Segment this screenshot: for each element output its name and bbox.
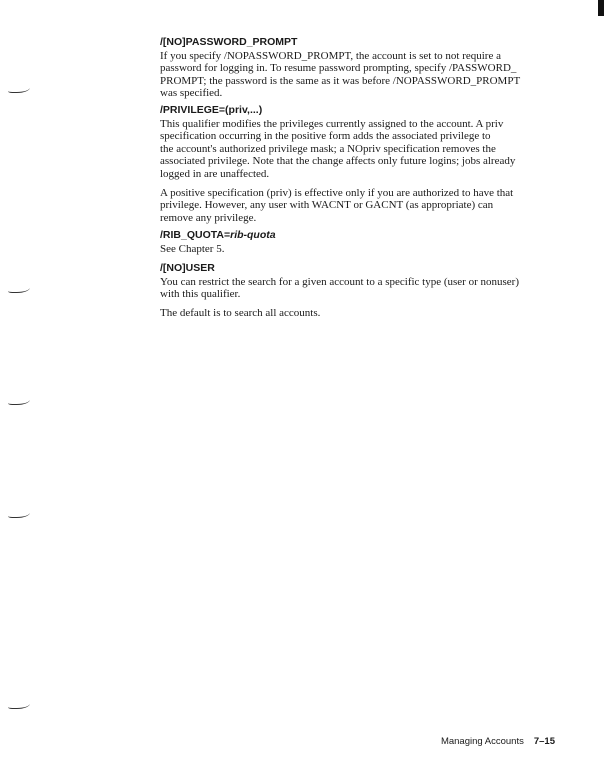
text-line: privilege. However, any user with WACNT or GACNT (as appropriate) can [160,199,494,212]
binder-hole-mark [8,396,30,405]
paragraph [160,243,276,255]
section-rib-quota [160,229,276,255]
text-line: You can restrict the search for a given account to a specific type (user or nonuser) [160,276,519,288]
section-privilege [160,104,515,224]
text-line: was specified. [160,87,223,100]
paragraph [160,307,519,319]
section-user [160,262,519,319]
paragraph [160,276,519,301]
section-password-prompt [160,36,520,100]
binder-hole-mark [8,284,30,293]
binder-hole-mark [8,84,30,93]
scan-edge-mark [598,0,604,16]
section-heading [160,229,276,242]
text-line: The default is to search all accounts. [160,306,321,319]
page-footer [441,736,555,747]
heading-argument: rib-quota [230,229,276,241]
binder-hole-mark [8,509,30,518]
paragraph [160,50,520,100]
page-number: 7–15 [533,736,555,747]
text-line: associated privilege. Note that the change affects only future logins; jobs already [160,155,516,168]
text-line: password for logging in. To resume password prompting, specify /PASSWORD_ [160,62,517,75]
paragraph [160,118,515,180]
heading-text: /RIB_QUOTA= [160,229,231,241]
text-line: logged in are unaffected. [160,167,270,180]
text-line: A positive specification (priv) is effective only if you are authorized to have that [160,187,514,200]
footer-chapter-title: Managing Accounts [440,736,524,747]
text-line: See Chapter 5. [160,243,225,255]
section-heading: /[NO]PASSWORD_PROMPT [160,36,298,48]
binder-hole-mark [8,700,30,709]
text-line: PROMPT; the password is the same as it was before /NOPASSWORD_PROMPT [160,74,521,87]
paragraph [160,187,515,224]
text-line: the account's authorized privilege mask; a NOpriv specification removes the [160,142,496,155]
section-heading: /[NO]USER [160,262,215,274]
section-heading: /PRIVILEGE=(priv,...) [160,104,263,116]
text-line: This qualifier modifies the privileges currently assigned to the account. A priv [160,118,504,130]
text-line: with this qualifier. [160,288,241,301]
text-line: specification occurring in the positive form adds the associated privilege to [160,130,491,143]
text-line: remove any privilege. [160,211,257,224]
text-line: If you specify /NOPASSWORD_PROMPT, the account is set to not require a [160,50,501,62]
